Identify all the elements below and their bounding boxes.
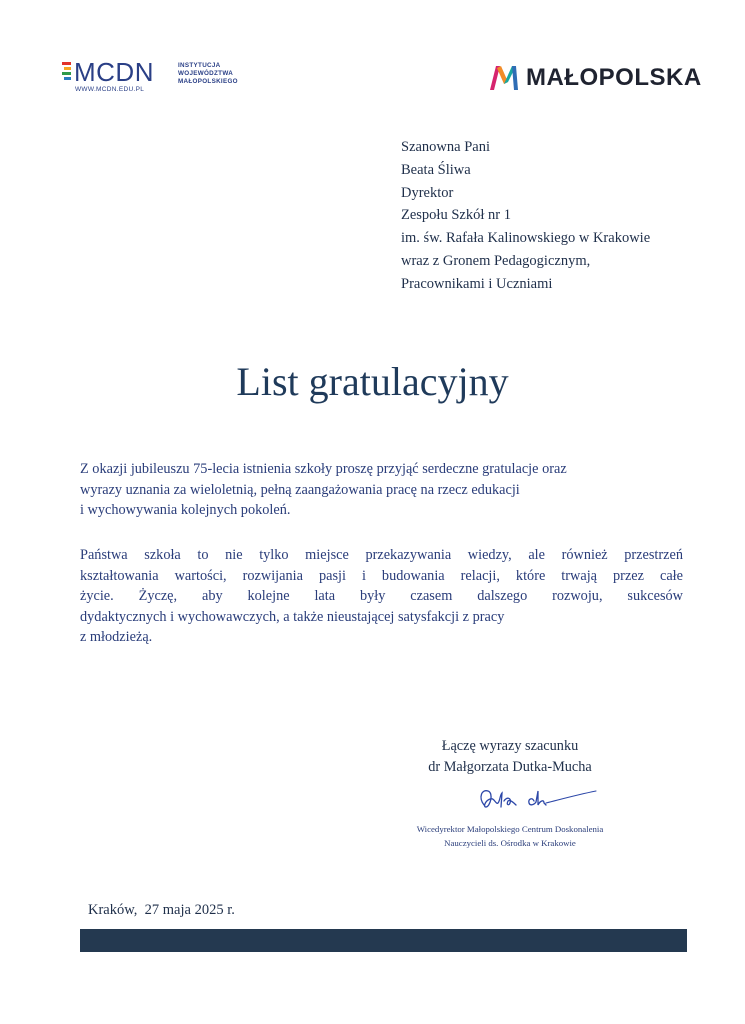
recipient-line: Dyrektor [401, 184, 454, 201]
recipient-line: Beata Śliwa [401, 161, 471, 178]
footer-bar [80, 929, 687, 952]
closing-block [400, 736, 620, 778]
signatory-name: dr Małgorzata Dutka-Mucha [428, 759, 592, 775]
recipient-line: wraz z Gronem Pedagogicznym, [401, 252, 591, 269]
document-title: List gratulacyjny [236, 359, 509, 404]
body-line: i wychowywania kolejnych pokoleń. [80, 502, 291, 518]
mcdn-institution-label: INSTYTUCJA WOJEWÓDZTWA MAŁOPOLSKIEGO [178, 62, 238, 85]
document-date: Kraków, 27 maja 2025 r. [88, 902, 235, 918]
recipient-line: Zespołu Szkół nr 1 [401, 207, 511, 224]
body-line: dydaktycznych i wychowawczych, a także nieustającej satysfakcji z pracy [80, 608, 505, 625]
body-line: Z okazji jubileuszu 75-lecia istnienia szkoły proszę przyjąć serdeczne gratulacje oraz [80, 461, 567, 477]
body-paragraph-1 [80, 459, 683, 521]
recipient-block [401, 136, 650, 296]
mcdn-logo-text: MCDN [74, 57, 154, 87]
body-line: kształtowania wartości, rozwijania pasji i budowania relacji, które trwają przez całe [80, 567, 683, 584]
closing-regards: Łączę wyrazy szacunku [441, 738, 579, 754]
body-line: Państwa szkoła to nie tylko miejsce przekazywania wiedzy, ale również przestrzeń [80, 547, 683, 563]
recipient-line: Pracownikami i Uczniami [401, 275, 553, 292]
malopolska-logo-icon [488, 62, 522, 92]
body-line: życie. Życzę, aby kolejne lata były czasem dalszego rozwoju, sukcesów [80, 588, 683, 604]
mcdn-url: WWW.MCDN.EDU.PL [75, 86, 145, 93]
malopolska-logo-text: MAŁOPOLSKA [526, 64, 702, 91]
body-line: wyrazy uznania za wieloletnią, pełną zaangażowania pracę na rzecz edukacji [80, 481, 520, 498]
handwritten-signature [476, 785, 606, 815]
body-paragraph-2 [80, 545, 683, 648]
body-line: z młodzieżą. [80, 629, 153, 645]
recipient-line: Szanowna Pani [401, 139, 490, 155]
recipient-line: im. św. Rafała Kalinowskiego w Krakowie [401, 230, 651, 247]
mcdn-logo-mark [62, 62, 72, 82]
signatory-role: Wicedyrektor Małopolskiego Centrum Doskonalenia Nauczycieli ds. Ośrodka w Krakowie [416, 824, 604, 848]
